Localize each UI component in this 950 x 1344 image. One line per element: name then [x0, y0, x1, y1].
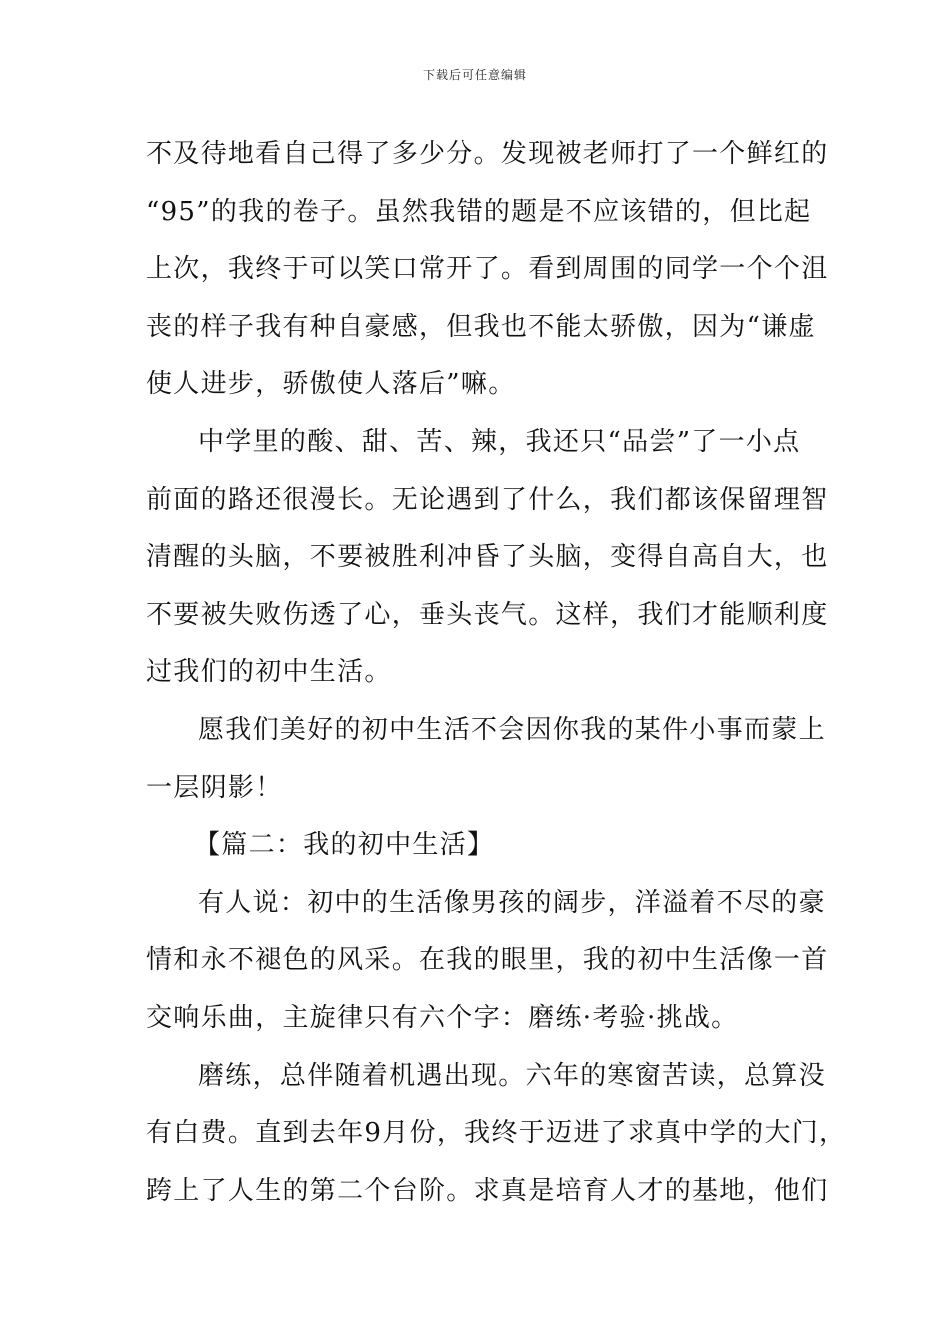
text-line: 丧的样子我有种自豪感，但我也不能太骄傲，因为“谦虚 [146, 311, 816, 342]
text-line: 前面的路还很漫长。无论遇到了什么，我们都该保留理智 [146, 484, 829, 515]
paragraph-start-line: 有人说：初中的生活像男孩的阔步，洋溢着不尽的豪 [198, 887, 826, 918]
text-line: 不及待地看自己得了多少分。发现被老师打了一个鲜红的 [146, 139, 829, 169]
paragraph-start-line: 磨练，总伴随着机遇出现。六年的寒窗苦读，总算没 [198, 1060, 826, 1091]
text-line: 清醒的头脑，不要被胜利冲昏了头脑，变得自高自大，也 [146, 542, 829, 573]
text-line: 不要被失败伤透了心，垂头丧气。这样，我们才能顺利度 [146, 599, 829, 630]
page-header: 下载后可任意编辑 [422, 68, 527, 82]
document-body [146, 126, 847, 1220]
text-line: 使人进步，骄傲使人落后”嘛。 [146, 369, 516, 400]
paragraph-start-line: 中学里的酸、甜、苦、辣，我还只“品尝”了一小点 [198, 426, 801, 457]
section-heading: 【篇二：我的初中生活】 [194, 830, 495, 861]
text-line: 有白费。直到去年9月份，我终于迈进了求真中学的大门， [146, 1118, 847, 1149]
text-line: 交响乐曲，主旋律只有六个字：磨练·考验·挑战。 [146, 1002, 739, 1033]
text-line: 过我们的初中生活。 [146, 657, 392, 688]
text-line: 情和永不褪色的风采。在我的眼里，我的初中生活像一首 [146, 945, 829, 976]
paragraph-start-line: 愿我们美好的初中生活不会因你我的某件小事而蒙上 [198, 714, 826, 745]
text-line: 跨上了人生的第二个台阶。求真是培育人才的基地，他们 [146, 1175, 829, 1206]
text-line: 上次，我终于可以笑口常开了。看到周围的同学一个个沮 [146, 254, 829, 285]
text-line: 一层阴影！ [146, 772, 283, 803]
text-line: “95”的我的卷子。虽然我错的题是不应该错的，但比起 [146, 196, 812, 227]
